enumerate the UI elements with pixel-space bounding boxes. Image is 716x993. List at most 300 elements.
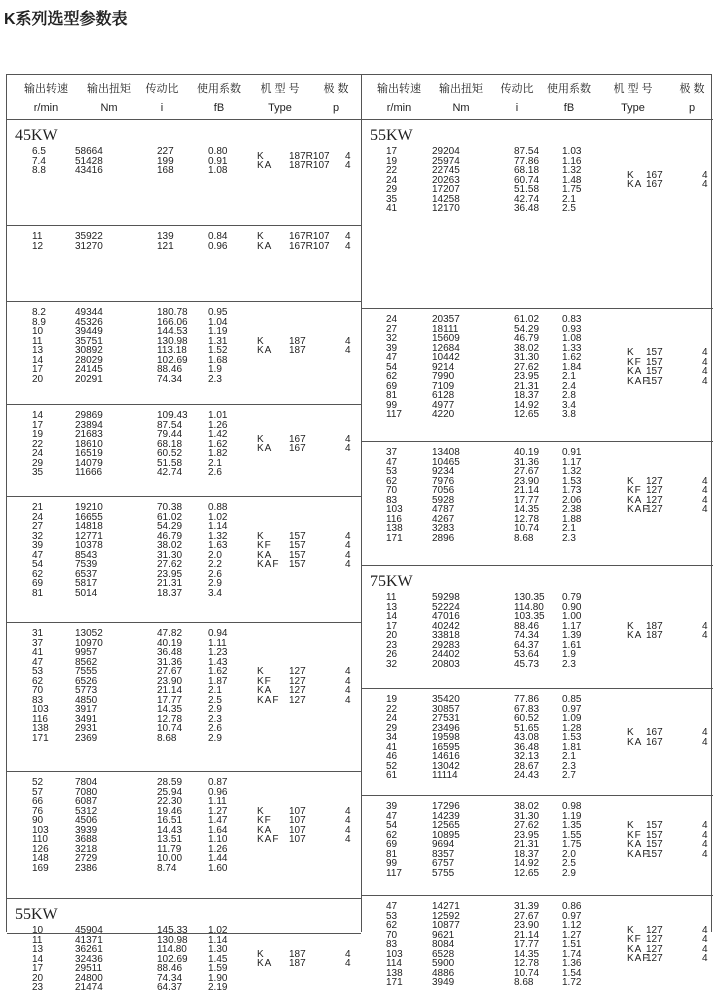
ratio-cell: 21.31 (157, 578, 183, 589)
torque-cell: 7804 (75, 777, 98, 788)
table-row (7, 945, 361, 955)
model-size: 107 (289, 805, 306, 817)
model-poles: 4 (702, 839, 708, 850)
factor-cell: 1.54 (562, 967, 582, 979)
speed-cell: 103 (32, 824, 49, 836)
ratio-cell: 14.43 (157, 824, 183, 836)
ratio-cell: 23.90 (514, 475, 540, 487)
ratio-cell: 87.54 (514, 146, 540, 157)
torque-cell: 3688 (75, 834, 98, 845)
speed-cell: 34 (386, 732, 398, 743)
ratio-cell: 17.77 (514, 939, 540, 950)
model-poles: 4 (345, 685, 351, 696)
table-row (362, 771, 713, 781)
torque-cell: 10970 (75, 637, 103, 649)
torque-cell: 7056 (432, 485, 455, 496)
speed-cell: 47 (32, 656, 44, 668)
ratio-cell: 60.74 (514, 174, 540, 186)
model-prefix: KAF (627, 848, 650, 860)
speed-cell: 24 (32, 511, 44, 523)
speed-cell: 47 (386, 352, 398, 363)
ratio-cell: 31.30 (157, 549, 183, 561)
model-size: 107 (289, 824, 306, 836)
factor-cell: 2.7 (562, 770, 576, 781)
speed-cell: 35 (386, 193, 398, 205)
header-torque-unit: Nm (452, 102, 470, 114)
model-poles: 4 (702, 727, 708, 739)
speed-cell: 116 (32, 713, 48, 725)
factor-cell: 1.51 (562, 939, 582, 950)
table-row (362, 204, 713, 214)
torque-cell: 25974 (432, 155, 460, 167)
table-row (7, 788, 361, 798)
model-poles: 4 (345, 540, 351, 551)
table-row (7, 503, 361, 513)
factor-cell: 1.81 (562, 741, 582, 753)
speed-cell: 23 (32, 982, 44, 993)
ratio-cell: 87.54 (157, 419, 183, 431)
table-row (7, 983, 361, 993)
torque-cell: 40242 (432, 620, 460, 632)
factor-cell: 1.61 (562, 639, 582, 651)
ratio-cell: 199 (157, 155, 174, 167)
model-size: 157 (646, 356, 663, 368)
motor-block (362, 565, 713, 689)
model-poles: 4 (345, 666, 351, 677)
torque-cell: 14079 (75, 457, 103, 469)
torque-cell: 9694 (432, 839, 455, 850)
torque-cell: 24145 (75, 364, 103, 375)
factor-cell: 2.1 (208, 457, 222, 469)
model-poles: 4 (345, 335, 351, 347)
torque-cell: 29283 (432, 639, 460, 651)
motor-block (7, 119, 361, 226)
header-ratio: 传动比 (500, 83, 534, 95)
torque-cell: 17296 (432, 801, 460, 812)
factor-cell: 0.83 (562, 314, 582, 325)
model-prefix: KA (627, 943, 643, 955)
factor-cell: 2.9 (208, 732, 222, 744)
motor-block (7, 301, 361, 405)
ratio-cell: 64.37 (157, 982, 183, 993)
speed-cell: 19 (386, 155, 398, 167)
model-prefix: K (257, 666, 265, 677)
table-row (7, 459, 361, 469)
torque-cell: 11114 (432, 770, 458, 781)
table-header (7, 75, 361, 120)
ratio-cell: 12.65 (514, 867, 540, 879)
speed-cell: 13 (32, 345, 44, 356)
ratio-cell: 25.94 (157, 786, 183, 798)
table-row (7, 639, 361, 649)
torque-cell: 9621 (432, 929, 455, 941)
ratio-cell: 21.14 (157, 685, 183, 696)
header-torque-unit: Nm (100, 102, 118, 114)
table-row (7, 648, 361, 658)
speed-cell: 27 (32, 521, 44, 532)
speed-cell: 39 (32, 540, 44, 551)
motor-block (362, 119, 713, 309)
factor-cell: 1.08 (208, 165, 228, 176)
model-prefix: K (627, 620, 635, 632)
table-row (7, 532, 361, 542)
ratio-cell: 27.67 (514, 466, 540, 477)
model-size: 187 (289, 948, 306, 960)
model-size: 187 (646, 620, 663, 632)
factor-cell: 2.38 (562, 504, 582, 515)
speed-cell: 171 (386, 977, 403, 988)
ratio-cell: 114.80 (514, 601, 544, 613)
table-row (7, 955, 361, 965)
torque-cell: 2369 (75, 732, 98, 744)
speed-cell: 76 (32, 805, 44, 817)
factor-cell: 1.75 (562, 184, 582, 195)
torque-cell: 6757 (432, 858, 455, 869)
ratio-cell: 31.30 (514, 810, 540, 822)
motor-block (7, 225, 361, 302)
speed-cell: 61 (386, 770, 398, 781)
model-prefix: KA (627, 366, 643, 378)
model-poles: 4 (702, 953, 708, 965)
motor-block (362, 308, 713, 442)
factor-cell: 1.82 (208, 448, 228, 459)
torque-cell: 12592 (432, 910, 460, 922)
model-size: 157 (646, 839, 663, 850)
factor-cell: 1.9 (562, 649, 576, 660)
torque-cell: 4886 (432, 967, 455, 979)
ratio-cell: 88.46 (514, 620, 540, 632)
table-row (7, 411, 361, 421)
torque-cell: 4977 (432, 399, 455, 411)
model-prefix: K (627, 475, 635, 487)
table-row (7, 579, 361, 589)
ratio-cell: 28.59 (157, 777, 183, 788)
model-prefix: K (257, 433, 265, 445)
factor-cell: 3.8 (562, 409, 576, 420)
speed-cell: 83 (32, 694, 44, 706)
ratio-cell: 61.02 (514, 314, 540, 325)
factor-cell: 1.10 (208, 834, 228, 845)
table-row (7, 430, 361, 440)
speed-cell: 13 (32, 944, 44, 955)
speed-cell: 117 (386, 409, 402, 420)
table-row (7, 835, 361, 845)
ratio-cell: 19.46 (157, 805, 183, 817)
torque-cell: 43416 (75, 165, 103, 176)
torque-cell: 12684 (432, 342, 460, 354)
table-row (7, 570, 361, 580)
model-size: 157 (289, 549, 306, 561)
model-prefix: KA (627, 736, 643, 748)
speed-cell: 31 (32, 628, 44, 639)
factor-cell: 2.0 (208, 549, 222, 561)
torque-cell: 14258 (432, 193, 460, 205)
model-prefix: KF (257, 540, 272, 551)
model-prefix: KA (627, 839, 643, 850)
model-poles: 4 (702, 934, 708, 946)
model-size: 127 (289, 694, 306, 706)
model-prefix: KA (627, 179, 643, 191)
model-prefix: K (627, 169, 635, 181)
factor-cell: 1.35 (562, 820, 582, 831)
model-size: 167 (646, 727, 663, 739)
ratio-cell: 74.34 (157, 373, 183, 385)
model-poles: 4 (345, 160, 351, 172)
torque-cell: 39449 (75, 326, 103, 337)
factor-cell: 2.3 (208, 373, 222, 385)
factor-cell: 1.73 (562, 485, 582, 496)
factor-cell: 1.03 (562, 146, 582, 157)
model-size: 187 (289, 345, 306, 356)
torque-cell: 9234 (432, 466, 455, 477)
torque-cell: 5014 (75, 587, 98, 599)
ratio-cell: 31.30 (514, 352, 540, 363)
torque-cell: 5755 (432, 867, 455, 879)
table-row (7, 629, 361, 639)
torque-cell: 3491 (75, 713, 98, 725)
model-poles: 4 (702, 485, 708, 496)
torque-cell: 32436 (75, 953, 103, 965)
speed-cell: 171 (32, 732, 49, 744)
model-poles: 4 (345, 948, 351, 960)
factor-cell: 1.16 (562, 155, 582, 167)
factor-cell: 1.32 (562, 165, 582, 176)
torque-cell: 4220 (432, 409, 455, 420)
torque-cell: 3218 (75, 843, 98, 855)
header-poles: 极 数 (323, 83, 349, 95)
torque-cell: 59298 (432, 592, 460, 603)
speed-cell: 66 (32, 796, 44, 807)
speed-cell: 47 (386, 456, 398, 468)
torque-cell: 20803 (432, 658, 460, 670)
model-poles: 4 (702, 494, 708, 506)
factor-cell: 1.12 (562, 920, 582, 931)
speed-cell: 103 (386, 948, 403, 960)
speed-cell: 110 (32, 834, 48, 845)
torque-cell: 14239 (432, 810, 460, 822)
ratio-cell: 113.18 (157, 345, 187, 356)
model-size: 167R107 (289, 240, 330, 252)
torque-cell: 41371 (75, 934, 103, 946)
model-poles: 4 (345, 694, 351, 706)
header-factor-unit: fB (213, 102, 225, 114)
torque-cell: 29204 (432, 146, 460, 157)
speed-cell: 19 (386, 694, 398, 705)
speed-cell: 54 (386, 820, 398, 831)
factor-cell: 0.96 (208, 786, 228, 798)
factor-cell: 1.33 (562, 342, 582, 354)
speed-cell: 54 (386, 361, 398, 373)
factor-cell: 1.55 (562, 829, 582, 841)
model-poles: 4 (345, 443, 351, 455)
speed-cell: 52 (386, 760, 398, 772)
ratio-cell: 14.35 (157, 704, 183, 715)
ratio-cell: 10.74 (157, 723, 183, 734)
header-model-unit: Type (268, 102, 292, 114)
ratio-cell: 31.36 (514, 456, 540, 468)
torque-cell: 14271 (432, 901, 460, 912)
ratio-cell: 121 (157, 240, 174, 252)
torque-cell: 7976 (432, 475, 455, 487)
torque-cell: 7109 (432, 380, 455, 392)
ratio-cell: 38.02 (514, 801, 540, 812)
torque-cell: 2931 (75, 723, 98, 734)
ratio-cell: 102.69 (157, 953, 188, 965)
ratio-cell: 27.62 (157, 559, 183, 570)
factor-cell: 0.96 (208, 240, 228, 252)
ratio-cell: 109.43 (157, 410, 188, 421)
speed-cell: 26 (386, 649, 398, 660)
ratio-cell: 144.53 (157, 326, 188, 337)
model-prefix: KA (627, 630, 643, 641)
speed-cell: 10 (32, 326, 44, 337)
ratio-cell: 8.74 (157, 862, 177, 874)
torque-cell: 20357 (432, 314, 460, 325)
header-torque: 输出扭矩 (87, 83, 131, 95)
torque-cell: 5928 (432, 494, 455, 506)
model-size: 157 (646, 829, 663, 841)
model-prefix: K (257, 948, 265, 960)
model-poles: 4 (702, 375, 708, 387)
torque-cell: 6087 (75, 796, 98, 807)
ratio-cell: 77.86 (514, 694, 540, 705)
factor-cell: 1.26 (208, 419, 228, 431)
factor-cell: 1.11 (208, 637, 227, 649)
ratio-cell: 130.98 (157, 335, 188, 347)
speed-cell: 20 (32, 972, 44, 984)
model-prefix: KA (257, 685, 273, 696)
table-row (7, 715, 361, 725)
torque-cell: 10465 (432, 456, 460, 468)
model-prefix: KA (257, 345, 273, 356)
model-prefix: KA (627, 494, 643, 506)
factor-cell: 2.3 (208, 713, 222, 725)
speed-cell: 41 (386, 741, 398, 753)
table-row (7, 589, 361, 599)
header-speed: 输出转速 (24, 83, 68, 95)
speed-cell: 103 (386, 504, 403, 515)
model-prefix: KF (257, 815, 272, 826)
factor-cell: 1.00 (562, 611, 582, 622)
torque-cell: 35420 (432, 694, 460, 705)
model-prefix: KA (257, 958, 273, 970)
model-prefix: K (627, 727, 635, 739)
speed-cell: 29 (386, 722, 398, 734)
ratio-cell: 32.13 (514, 751, 540, 762)
header-factor: 使用系数 (197, 83, 241, 95)
factor-cell: 1.74 (562, 948, 582, 960)
speed-cell: 53 (386, 466, 398, 477)
torque-cell: 6128 (432, 390, 455, 401)
speed-cell: 11 (386, 592, 397, 603)
factor-cell: 0.88 (208, 502, 228, 513)
torque-cell: 5817 (75, 578, 98, 589)
factor-cell: 1.72 (562, 977, 582, 988)
ratio-cell: 103.35 (514, 611, 545, 622)
ratio-cell: 145.33 (157, 925, 188, 936)
speed-cell: 69 (386, 380, 398, 392)
header-poles-unit: p (332, 102, 340, 114)
ratio-cell: 38.02 (514, 342, 540, 354)
speed-cell: 14 (32, 410, 44, 421)
factor-cell: 1.9 (208, 364, 222, 375)
model-poles: 4 (345, 240, 351, 252)
speed-cell: 46 (386, 751, 398, 762)
model-prefix: KA (257, 240, 273, 252)
factor-cell: 0.86 (562, 901, 582, 912)
ratio-cell: 74.34 (157, 972, 183, 984)
model-prefix: KF (627, 485, 642, 496)
factor-cell: 1.04 (208, 316, 228, 328)
ratio-cell: 18.37 (157, 587, 183, 599)
power-section-title: 75KW (370, 573, 413, 590)
table-row (7, 845, 361, 855)
speed-cell: 83 (386, 939, 398, 950)
torque-cell: 10895 (432, 829, 460, 841)
model-prefix: KA (257, 824, 273, 836)
speed-cell: 32 (32, 530, 44, 542)
model-size: 157 (646, 347, 663, 359)
torque-cell: 5900 (432, 958, 455, 969)
ratio-cell: 227 (157, 146, 174, 157)
speed-cell: 21 (32, 502, 44, 513)
torque-cell: 15609 (432, 333, 460, 344)
torque-cell: 58664 (75, 146, 103, 157)
factor-cell: 1.60 (208, 862, 228, 874)
model-poles: 4 (345, 559, 351, 570)
torque-cell: 13052 (75, 628, 103, 639)
factor-cell: 0.97 (562, 910, 582, 922)
torque-cell: 8543 (75, 549, 98, 561)
power-section-title: 55KW (370, 127, 413, 144)
model-size: 157 (289, 530, 306, 542)
ratio-cell: 79.44 (157, 429, 183, 440)
torque-cell: 19598 (432, 732, 460, 743)
power-section-title: 45KW (15, 127, 58, 144)
model-size: 167R107 (289, 231, 330, 242)
table-row (7, 974, 361, 984)
factor-cell: 2.19 (208, 982, 228, 993)
model-poles: 4 (702, 356, 708, 368)
torque-cell: 29869 (75, 410, 103, 421)
torque-cell: 14818 (75, 521, 103, 532)
factor-cell: 1.02 (208, 925, 228, 936)
ratio-cell: 38.02 (157, 540, 183, 551)
factor-cell: 2.6 (208, 568, 222, 580)
torque-cell: 10877 (432, 920, 460, 931)
factor-cell: 2.5 (562, 858, 576, 869)
factor-cell: 1.32 (208, 530, 228, 542)
torque-cell: 45326 (75, 316, 103, 328)
table-row (7, 936, 361, 946)
model-prefix: KA (257, 443, 273, 455)
ratio-cell: 68.18 (514, 165, 540, 176)
table-row (7, 560, 361, 570)
factor-cell: 1.53 (562, 475, 582, 487)
factor-cell: 1.19 (562, 810, 582, 822)
table-row (362, 969, 713, 979)
model-size: 127 (646, 475, 663, 487)
model-poles: 4 (702, 179, 708, 191)
factor-cell: 2.4 (562, 380, 576, 392)
ratio-cell: 130.35 (514, 592, 545, 603)
factor-cell: 1.27 (562, 929, 582, 941)
torque-cell: 12771 (75, 530, 103, 542)
factor-cell: 1.26 (208, 843, 228, 855)
speed-cell: 24 (386, 314, 398, 325)
factor-cell: 2.3 (562, 760, 576, 772)
model-size: 107 (289, 834, 306, 845)
